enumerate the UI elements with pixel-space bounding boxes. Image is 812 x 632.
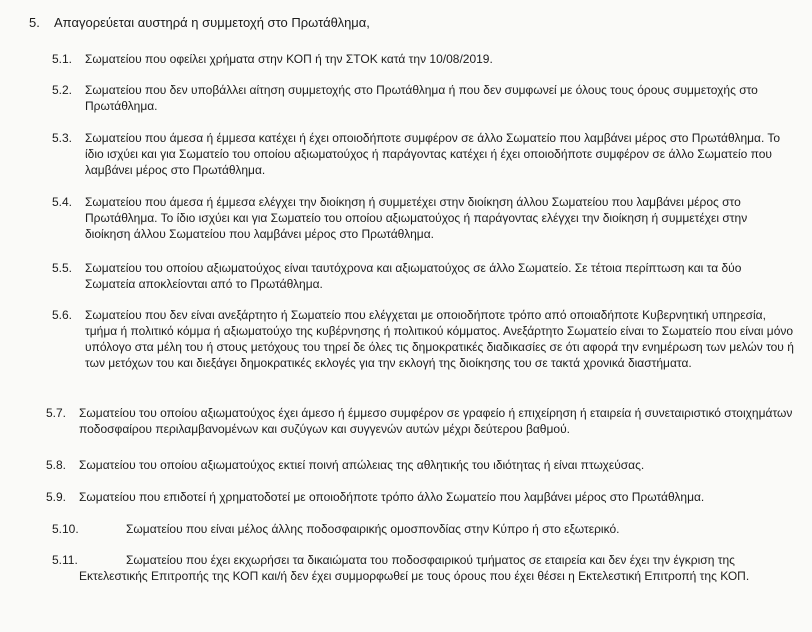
clause-text: Σωματείου που οφείλει χρήματα στην ΚΟΠ ή την ΣΤΟΚ κατά την 10/08/2019. xyxy=(85,52,493,66)
clause-text: Σωματείου που επιδοτεί ή χρηματοδοτεί με οποιοδήποτε τρόπο άλλο Σωματείο που λαμβάνει μέρος στο Πρωτάθλημα. xyxy=(79,490,705,504)
clause-text: Σωματείου που δεν είναι ανεξάρτητο ή Σωματείο που ελέγχεται με οποιοδήποτε τρόπο από οποιαδήποτε Κυβερνητική υπηρεσία, τμήμα ή πολιτικό κόμμα ή αξιωματούχο της κυβέρνησης ή πολιτικού κόμματος. Ανεξάρτητο Σωματείο είναι το Σωματείο που είναι μόνο υπόλογο στα μέλη του ή στους μετόχους του τηρεί δε όλες τις δημοκρατικές διαδικασίες σε ότι αφορά την ενημέρωση των μελών του ή των μετόχων του και διεξάγει δημοκρατικές εκλογές για την εκλογή της διοίκησης του σε τακτά χρονικά διαστήματα. xyxy=(85,308,794,370)
clause-text: Σωματείου που άμεσα ή έμμεσα κατέχει ή έχει οποιοδήποτε συμφέρον σε άλλο Σωματείο που λαμβάνει μέρος στο Πρωτάθλημα. Το ίδιο ισχύει και για Σωματείο του οποίου αξιωματούχος ή παράγοντας κατέχει ή έχει οποιοδήποτε συμφέρον σε άλλο Σωματείο που λαμβάνει μέρος στο Πρωτάθλημα. xyxy=(85,131,781,177)
clause-number: 5.11. xyxy=(52,553,78,567)
clause-text: Σωματείου του οποίου αξιωματούχος έχει άμεσο ή έμμεσο συμφέρον σε γραφείο ή επιχείρηση ή εταιρεία ή συνεταιριστικό στοιχημάτων ποδοσφαίρου περιλαμβανομένων και συζύγων και συγγενών αυτών μέχρι δεύτερου βαθμού. xyxy=(79,406,793,436)
clause-text: Σωματείου που έχει εκχωρήσει τα δικαιώματα του ποδοσφαιρικού τμήματος σε εταιρεία και δεν έχει την έγκριση της Εκτελεστικής Επιτροπής της ΚΟΠ και/ή δεν έχει συμμορφωθεί με τους όρους που έχει θέσει η Εκτελεστική Επιτροπή της ΚΟΠ. xyxy=(79,553,750,583)
section-number: 5. xyxy=(29,15,40,30)
section-title: Απαγορεύεται αυστηρά η συμμετοχή στο Πρωτάθλημα, xyxy=(54,15,370,30)
clause-text: Σωματείου του οποίου αξιωματούχος εκτιεί ποινή απώλειας της αθλητικής του ιδιότητας ή είναι πτωχεύσας. xyxy=(79,458,645,472)
clause-number: 5.3. xyxy=(52,131,73,145)
clause-number: 5.7. xyxy=(46,406,67,420)
clause-number: 5.1. xyxy=(52,52,73,66)
clause-text: Σωματείου που δεν υποβάλλει αίτηση συμμετοχής στο Πρωτάθλημα ή που δεν συμφωνεί με όλους τους όρους συμμετοχής στο Πρωτάθλημα. xyxy=(85,83,758,113)
clause-number: 5.2. xyxy=(52,83,73,97)
clause-number: 5.4. xyxy=(52,195,73,209)
clause-number: 5.8. xyxy=(46,458,67,472)
clause-text: Σωματείου που άμεσα ή έμμεσα ελέγχει την διοίκηση ή συμμετέχει στην διοίκηση άλλου Σωματείου που λαμβάνει μέρος στο Πρωτάθλημα. Το ίδιο ισχύει και για Σωματείο του οποίου αξιωματούχος ή παράγοντας ελέγχει την διοίκηση ή συμμετέχει στην διοίκηση άλλου Σωματείου που λαμβάνει μέρος στο Πρωτάθλημα. xyxy=(85,195,748,241)
clause-number: 5.6. xyxy=(52,308,73,322)
clause-number: 5.9. xyxy=(46,490,67,504)
clause-text: Σωματείου που είναι μέλος άλλης ποδοσφαιρικής ομοσπονδίας στην Κύπρο ή στο εξωτερικό. xyxy=(126,522,620,536)
clause-text: Σωματείου του οποίου αξιωματούχος είναι ταυτόχρονα και αξιωματούχος σε άλλο Σωματείο. Σε τέτοια περίπτωση και τα δύο Σωματεία αποκλείονται από το Πρωτάθλημα. xyxy=(85,261,742,291)
clause-number: 5.5. xyxy=(52,261,73,275)
clause-number: 5.10. xyxy=(52,522,79,536)
